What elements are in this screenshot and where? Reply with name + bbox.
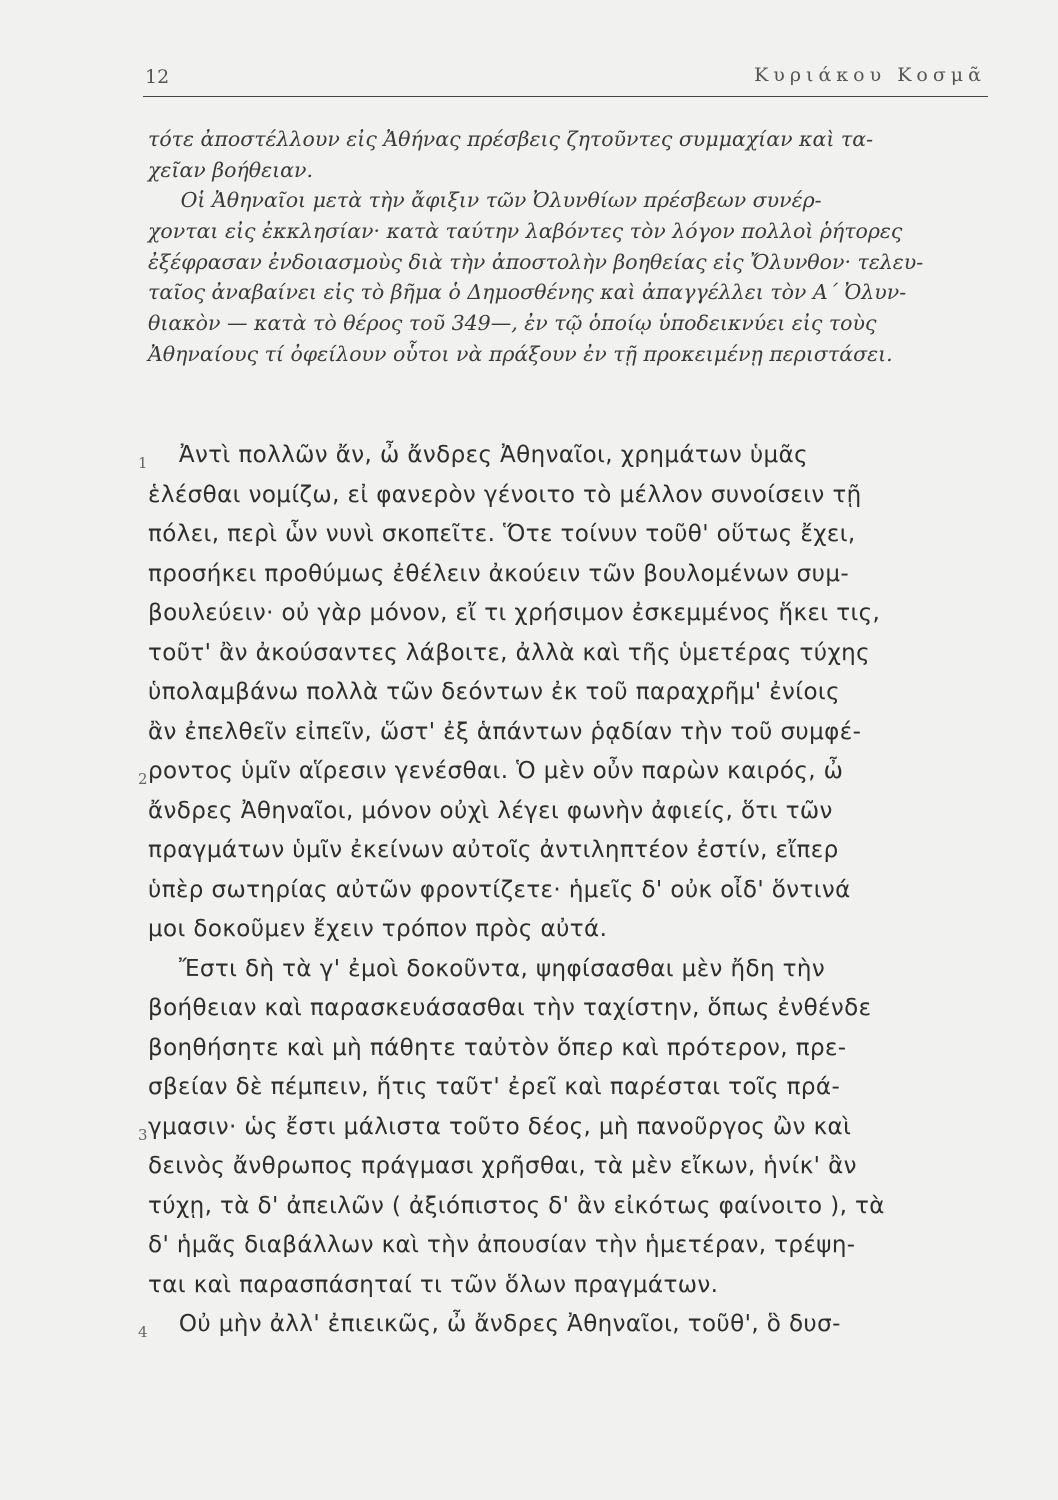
intro-line: χονται εἰς ἐκκλησίαν· κατὰ ταύτην λαβόντες τὸν λόγον πολλοὶ ῥήτορες xyxy=(148,219,903,244)
page-number: 12 xyxy=(145,66,170,88)
text-line: βοήθειαν καὶ παρασκευάσασθαι τὴν ταχίστην, ὅπως ἐνθένδε xyxy=(148,995,872,1021)
text-line: ἑλέσθαι νομίζω, εἰ φανερὸν γένοιτο τὸ μέλλον συνοίσειν τῇ xyxy=(148,481,862,508)
text-line: Ἀντὶ πολλῶν ἄν, ὦ ἄνδρες Ἀθηναῖοι, χρημάτων ὑμᾶς xyxy=(148,442,809,468)
text-line: ἂν ἐπελθεῖν εἰπεῖν, ὥστ' ἐξ ἁπάντων ῥᾳδίαν τὴν τοῦ συμφέ- xyxy=(148,718,862,745)
text-line: ἄνδρες Ἀθηναῖοι, μόνον οὐχὶ λέγει φωνὴν ἀφιείς, ὅτι τῶν xyxy=(148,797,833,824)
text-line: ὑπὲρ σωτηρίας αὐτῶν φροντίζετε· ἡμεῖς δ' οὐκ οἶδ' ὅντινά xyxy=(148,876,851,903)
greek-text-body xyxy=(148,436,993,1345)
section-number: 3 xyxy=(138,1125,148,1144)
text-line: γμασιν· ὡς ἔστι μάλιστα τοῦτο δέος, μὴ πανοῦργος ὢν καὶ xyxy=(148,1113,852,1140)
intro-line: Οἱ Ἀθηναῖοι μετὰ τὴν ἄφιξιν τῶν Ὀλυνθίων πρέσβεων συνέρ- xyxy=(148,188,822,213)
intro-line: ταῖος ἀναβαίνει εἰς τὸ βῆμα ὁ Δημοσθένης καὶ ἀπαγγέλλει τὸν Α΄ Ὀλυν- xyxy=(148,280,907,305)
text-line: προσήκει προθύμως ἐθέλειν ἀκούειν τῶν βουλομένων συμ- xyxy=(148,560,850,587)
text-line: πραγμάτων ὑμῖν ἐκείνων αὐτοῖς ἀντιληπτέον ἐστίν, εἴπερ xyxy=(148,837,839,863)
page-header xyxy=(143,62,988,97)
text-line: τοῦτ' ἂν ἀκούσαντες λάβοιτε, ἀλλὰ καὶ τῆς ὑμετέρας τύχης xyxy=(148,639,871,666)
intro-line: θιακὸν — κατὰ τὸ θέρος τοῦ 349—, ἐν τῷ ὁποίῳ ὑποδεικνύει εἰς τοὺς xyxy=(148,311,877,336)
text-line: Ἔστι δὴ τὰ γ' ἐμοὶ δοκοῦντα, ψηφίσασθαι μὲν ἤδη τὴν xyxy=(148,955,826,982)
running-title: Κυριάκου Κοσμᾶ xyxy=(754,64,986,86)
text-line: Οὐ μὴν ἀλλ' ἐπιεικῶς, ὦ ἄνδρες Ἀθηναῖοι, τοῦθ', ὃ δυσ- xyxy=(148,1311,841,1337)
intro-line: χεῖαν βοήθειαν. xyxy=(148,157,313,182)
text-line: ὑπολαμβάνω πολλὰ τῶν δεόντων ἐκ τοῦ παραχρῆμ' ἐνίοις xyxy=(148,679,841,705)
text-line: δ' ἡμᾶς διαβάλλων καὶ τὴν ἀπουσίαν τὴν ἡμετέραν, τρέψη- xyxy=(148,1232,856,1258)
intro-line: ἐξέφρασαν ἐνδοιασμοὺς διὰ τὴν ἀποστολὴν βοηθείας εἰς Ὄλυνθον· τελευ- xyxy=(148,249,924,274)
text-line: βοηθήσητε καὶ μὴ πάθητε ταὐτὸν ὅπερ καὶ πρότερον, πρε- xyxy=(148,1034,847,1061)
intro-line: Ἀθηναίους τί ὀφείλουν οὗτοι νὰ πράξουν ἐν τῇ προκειμένῃ περιστάσει. xyxy=(148,341,893,366)
text-line: σβείαν δὲ πέμπειν, ἥτις ταῦτ' ἐρεῖ καὶ παρέσται τοῖς πρά- xyxy=(148,1074,841,1100)
section-number: 4 xyxy=(138,1323,148,1341)
text-line: μοι δοκοῦμεν ἔχειν τρόπον πρὸς αὐτά. xyxy=(148,916,608,942)
intro-line: τότε ἀποστέλλουν εἰς Ἀθήνας πρέσβεις ζητοῦντες συμμαχίαν καὶ τα- xyxy=(148,127,873,151)
section-number: 1 xyxy=(138,454,148,472)
text-line: δεινὸς ἄνθρωπος πράγμασι χρῆσθαι, τὰ μὲν εἴκων, ἡνίκ' ἂν xyxy=(148,1153,857,1179)
text-line: ται καὶ παρασπάσηταί τι τῶν ὅλων πραγμάτων. xyxy=(148,1271,719,1298)
text-line: πόλει, περὶ ὧν νυνὶ σκοπεῖτε. Ὅτε τοίνυν τοῦθ' οὕτως ἔχει, xyxy=(148,521,856,547)
text-line: ροντος ὑμῖν αἵρεσιν γενέσθαι. Ὁ μὲν οὖν παρὼν καιρός, ὦ xyxy=(148,758,844,784)
text-line: βουλεύειν· οὐ γὰρ μόνον, εἴ τι χρήσιμον ἐσκεμμένος ἥκει τις, xyxy=(148,600,881,626)
text-line: τύχῃ, τὰ δ' ἀπειλῶν ( ἀξιόπιστος δ' ἂν εἰκότως φαίνοιτο ), τὰ xyxy=(148,1192,885,1219)
introduction-paragraph xyxy=(148,124,986,370)
section-number: 2 xyxy=(138,770,148,788)
